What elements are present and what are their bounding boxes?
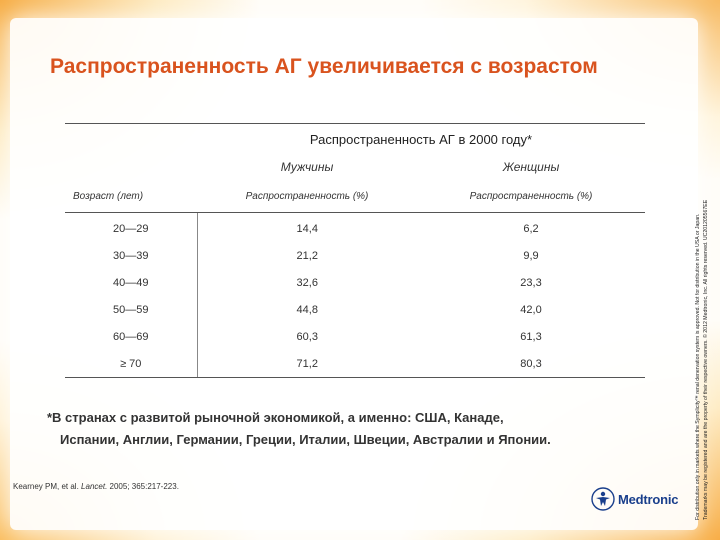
reference-authors: Kearney PM, et al. bbox=[13, 482, 79, 491]
female-value-cell: 6,2 bbox=[523, 222, 539, 235]
male-value-cell: 60,3 bbox=[296, 330, 318, 343]
male-value-cell: 21,2 bbox=[296, 249, 318, 262]
side-disclaimer-line-1: For distribution only in markets where the Symplicity™ renal denervation system is approved. Not for distribution in the USA or Japan. bbox=[695, 213, 701, 520]
medtronic-figure-icon bbox=[591, 487, 615, 511]
table-row bbox=[65, 242, 645, 269]
column-header-row bbox=[65, 180, 645, 213]
age-cell: ≥ 70 bbox=[65, 350, 197, 378]
male-header: Мужчины bbox=[280, 160, 334, 174]
gender-header-row bbox=[65, 154, 645, 180]
female-value-cell: 61,3 bbox=[520, 330, 542, 343]
table-body bbox=[65, 213, 645, 378]
age-cell: 50—59 bbox=[65, 296, 197, 323]
side-disclaimer-line-2: Trademarks may be registered and are the property of their respective owners. © 2012 Medtronic, Inc. All rights reserved. UC201205567EE bbox=[703, 199, 709, 520]
table-row bbox=[65, 213, 645, 243]
table-row bbox=[65, 269, 645, 296]
age-cell: 20—29 bbox=[65, 213, 197, 243]
female-value-cell: 23,3 bbox=[520, 276, 542, 289]
reference bbox=[13, 482, 179, 491]
logo-text: Medtronic bbox=[618, 491, 679, 507]
table-row bbox=[65, 323, 645, 350]
medtronic-logo bbox=[591, 487, 691, 511]
footnote bbox=[47, 407, 667, 451]
side-disclaimer bbox=[694, 90, 710, 520]
female-prevalence-header: Распространенность (%) bbox=[417, 180, 645, 213]
table-caption-row bbox=[65, 124, 645, 155]
age-cell: 60—69 bbox=[65, 323, 197, 350]
female-value-cell: 9,9 bbox=[523, 249, 539, 262]
male-value-cell: 44,8 bbox=[296, 303, 318, 316]
age-column-header: Возраст (лет) bbox=[65, 180, 197, 213]
male-prevalence-header: Распространенность (%) bbox=[197, 180, 417, 213]
male-value-cell: 14,4 bbox=[296, 222, 318, 235]
table-caption: Распространенность АГ в 2000 году* bbox=[197, 124, 645, 155]
table-row bbox=[65, 296, 645, 323]
prevalence-table bbox=[65, 123, 645, 378]
footnote-line-2: Испании, Англии, Германии, Греции, Италии, Швеции, Австралии и Японии. bbox=[60, 432, 551, 447]
male-value-cell: 32,6 bbox=[296, 276, 318, 289]
reference-details: 2005; 365:217-223. bbox=[107, 482, 179, 491]
footnote-line-1: *В странах с развитой рыночной экономикой, а именно: США, Канаде, bbox=[47, 410, 504, 425]
female-value-cell: 80,3 bbox=[417, 350, 645, 378]
age-cell: 40—49 bbox=[65, 269, 197, 296]
table-row bbox=[65, 350, 645, 378]
page-title: Распространенность АГ увеличивается с возрастом bbox=[50, 55, 598, 78]
male-value-cell: 71,2 bbox=[197, 350, 417, 378]
age-cell: 30—39 bbox=[65, 242, 197, 269]
female-value-cell: 42,0 bbox=[520, 303, 542, 316]
reference-journal: Lancet. bbox=[81, 482, 108, 491]
female-header: Женщины bbox=[502, 160, 560, 174]
